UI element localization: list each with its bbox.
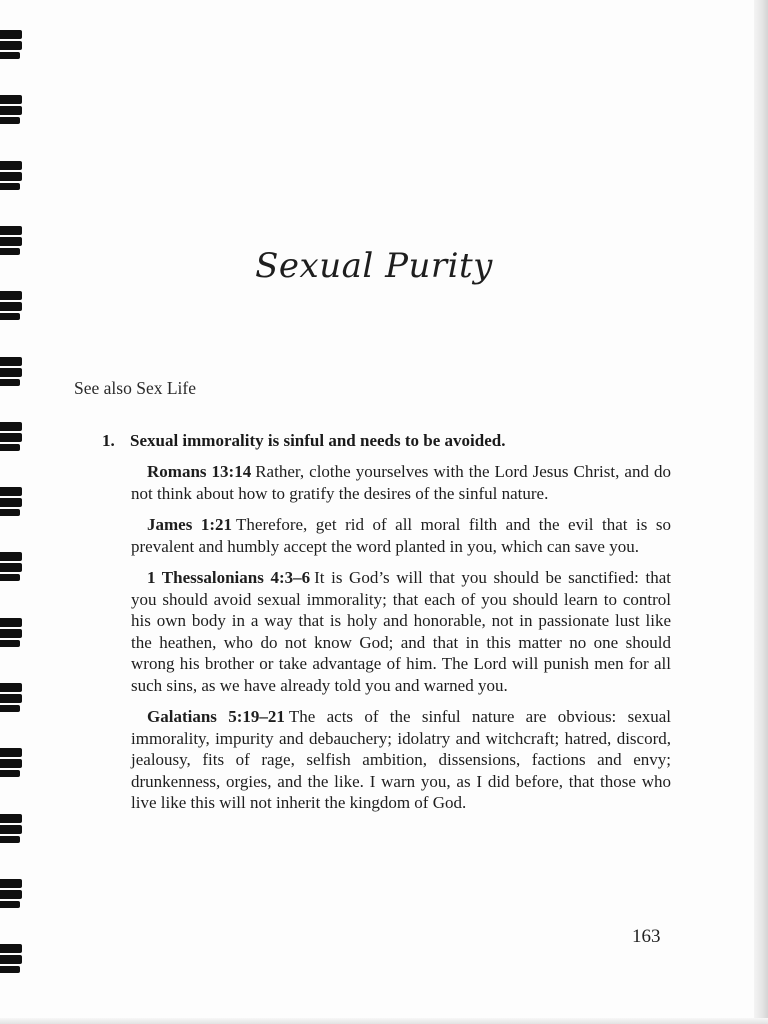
scripture-entry — [131, 567, 671, 696]
scripture-entry — [131, 514, 671, 557]
scripture-reference: Galatians 5:19–21 — [147, 707, 285, 726]
binding-coil — [0, 879, 22, 909]
scripture-text: The acts of the sinful nature are obvious: sexual immorality, impurity and debauchery; idolatry and witchcraft; hatred, discord, jealousy, fits of rage, selfish ambition, dissensions, factions and envy; drunkenness, orgies, and the like. I warn you, as I did before, that those who live like this will not inherit the kingdom of God. — [131, 707, 672, 812]
scripture-entry — [131, 461, 671, 504]
binding-coil — [0, 30, 22, 60]
binding-coil — [0, 618, 22, 648]
point-heading: Sexual immorality is sinful and needs to be avoided. — [130, 431, 506, 450]
binding-coil — [0, 944, 22, 974]
numbered-point — [102, 431, 505, 451]
scripture-entry — [131, 706, 671, 814]
page-bottom-edge — [0, 1018, 768, 1024]
binding-coil — [0, 291, 22, 321]
scripture-reference: James 1:21 — [147, 515, 233, 534]
scripture-reference: Romans 13:14 — [147, 462, 252, 481]
binding-coil — [0, 422, 22, 452]
point-number: 1. — [102, 431, 115, 450]
page-edge-shadow — [754, 0, 768, 1024]
scripture-list — [131, 461, 671, 824]
binding-coil — [0, 161, 22, 191]
binding-coil — [0, 748, 22, 778]
scripture-text: Rather, clothe yourselves with the Lord Jesus Christ, and do not think about how to gratify the desires of the sinful nature. — [131, 462, 671, 503]
page-title: Sexual Purity — [255, 246, 493, 286]
binding-coil — [0, 683, 22, 713]
binding-coil — [0, 95, 22, 125]
binding-coil — [0, 487, 22, 517]
see-also-reference: See also Sex Life — [74, 378, 196, 398]
binding-coil — [0, 814, 22, 844]
page-number: 163 — [632, 926, 661, 947]
scripture-reference: 1 Thessalonians 4:3–6 — [147, 568, 311, 587]
binding-coil — [0, 552, 22, 582]
scripture-text: Therefore, get rid of all moral filth and the evil that is so prevalent and humbly accept the word planted in you, which can save you. — [131, 515, 672, 556]
binding-coil — [0, 357, 22, 387]
scripture-text: It is God’s will that you should be sanctified: that you should avoid sexual immorality; that each of you should learn to control his own body in a way that is holy and honorable, not in passionate lust like the heathen, who do not know God; and that in this matter no one should wrong his brother or take advantage of him. The Lord will punish men for all such sins, as we have already told you and warned you. — [131, 568, 671, 695]
spiral-binding — [0, 0, 26, 1024]
